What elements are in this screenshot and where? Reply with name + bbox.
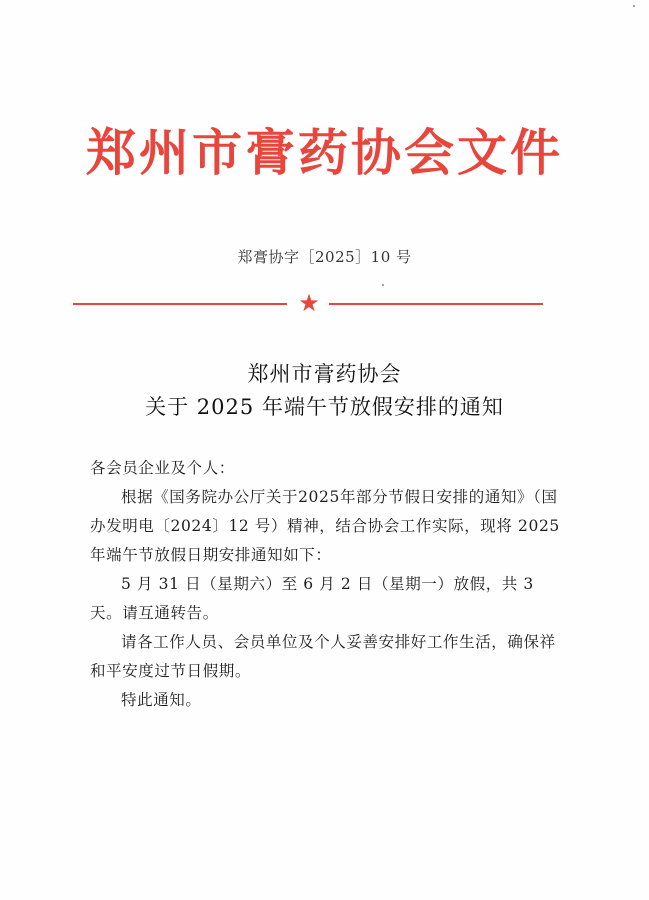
paragraph-holiday-dates: 5 月 31 日（星期六）至 6 月 2 日（星期一）放假，共 3 天。请互通转告。: [90, 575, 534, 622]
closing-line: 特此通知。: [121, 691, 202, 709]
paragraph-basis: 根据《国务院办公厅关于2025年部分节假日安排的通知》（国办发明电〔2024〕12 号）精神，结合协会工作实际，现将 2025 年端午节放假日期安排通知如下：: [90, 488, 560, 564]
red-divider: [73, 291, 543, 317]
document-number: 郑膏协字［2025］10 号: [237, 248, 412, 266]
scan-speck: [382, 284, 384, 286]
divider-line-left: [73, 303, 287, 305]
notice-title-line2: 关于 2025 年端午节放假安排的通知: [145, 395, 504, 419]
star-icon: ★: [298, 289, 320, 317]
divider-line-right: [329, 303, 543, 305]
document-header-title: 郑州市膏药协会文件: [86, 123, 563, 182]
salutation: 各会员企业及个人：: [90, 459, 235, 477]
notice-body: [90, 454, 565, 715]
paragraph-request: 请各工作人员、会员单位及个人妥善安排好工作生活，确保祥和平安度过节日假期。: [90, 633, 556, 680]
notice-title-line1: 郑州市膏药协会: [247, 362, 402, 386]
scan-speck: [633, 5, 635, 7]
notice-title: [0, 358, 649, 424]
